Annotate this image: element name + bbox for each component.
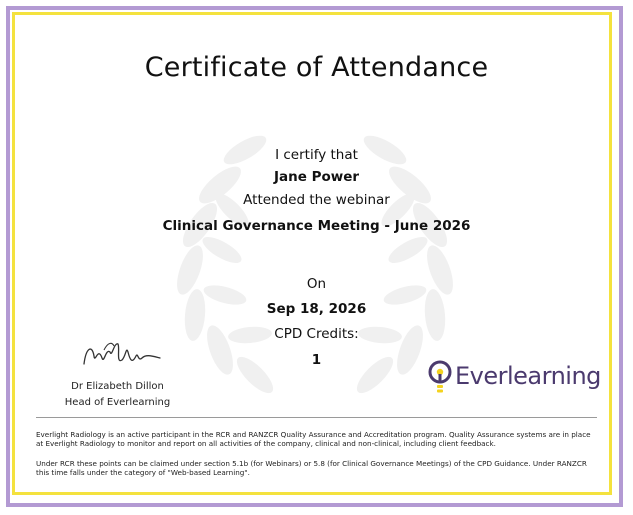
- lightbulb-icon: [427, 360, 453, 396]
- footer-divider: [36, 417, 597, 418]
- on-label: On: [306, 276, 327, 292]
- certificate-title: Certificate of Attendance: [144, 52, 489, 83]
- cpd-credits-label: CPD Credits:: [274, 326, 359, 342]
- event-name: Clinical Governance Meeting - June 2026: [162, 218, 471, 234]
- footer-paragraph-2: Under RCR these points can be claimed under section 5.1b (for Webinars) or 5.8 (for Clinical Governance Meetings) of the CPD Guidance. Under RANZCR this time falls under the category of "Web-based Learning".: [36, 459, 587, 477]
- attended-text: Attended the webinar: [243, 192, 390, 208]
- certify-text: I certify that: [275, 147, 358, 163]
- attendee-name: Jane Power: [273, 169, 360, 185]
- signature: [80, 338, 170, 372]
- cpd-credits-value: 1: [311, 352, 322, 368]
- footer-paragraph-1: Everlight Radiology is an active participant in the RCR and RANZCR Quality Assurance and Accreditation program. Quality Assurance systems are in place at Everlight Radiology to monitor and report on all activities of the company, clinical and non-clinical, including client feedback.: [36, 430, 591, 448]
- everlearning-logo: Everlearning: [455, 362, 601, 390]
- attendance-date: Sep 18, 2026: [266, 301, 367, 317]
- signatory-name: Dr Elizabeth Dillon: [71, 381, 164, 392]
- signatory-role: Head of Everlearning: [64, 397, 171, 408]
